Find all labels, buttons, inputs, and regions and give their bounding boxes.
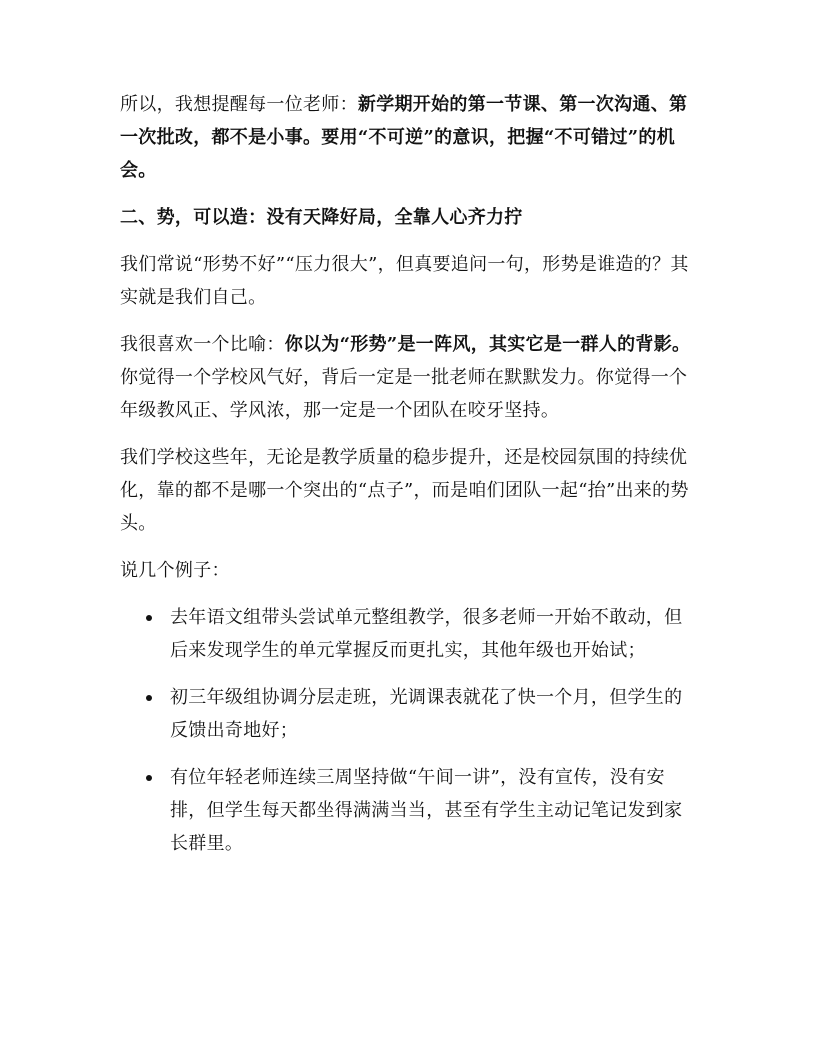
bullet-icon [146,695,152,701]
paragraph-metaphor-intro: 我很喜欢一个比喻： [120,334,285,355]
section-heading: 二、势，可以造：没有天降好局，全靠人心齐力拧 [120,207,523,228]
bullet-icon [146,775,152,781]
paragraph-reminder-emphasis: 新学期开始的第一节课、第一次沟通、第一次批改，都不是小事。要用“不可逆”的意识，把握“不可错过”的机会。 [120,94,688,181]
examples-list [120,601,700,860]
list-item [120,761,700,860]
document-page [120,88,700,874]
paragraph-reminder-intro: 所以，我想提醒每一位老师： [120,94,358,115]
list-item [120,601,700,667]
list-item-text: 有位年轻老师连续三周坚持做“午间一讲”，没有宣传，没有安排，但学生每天都坐得满满当当，甚至有学生主动记笔记发到家长群里。 [170,767,683,854]
paragraph-metaphor [120,328,700,427]
paragraph-school-progress: 我们学校这些年，无论是教学质量的稳步提升，还是校园氛围的持续优化，靠的都不是哪一个突出的“点子”，而是咱们团队一起“抬”出来的势头。 [120,447,689,534]
paragraph-metaphor-emphasis: 你以为“形势”是一阵风，其实它是一群人的背影。 [284,334,691,355]
list-item-text: 初三年级组协调分层走班，光调课表就花了快一个月，但学生的反馈出奇地好； [170,687,683,741]
paragraph-examples-intro: 说几个例子： [120,560,230,581]
bullet-icon [146,615,152,621]
list-item [120,681,700,747]
paragraph-situation: 我们常说“形势不好”“压力很大”，但真要追问一句，形势是谁造的？其实就是我们自己。 [120,254,689,308]
paragraph-reminder [120,88,700,187]
list-item-text: 去年语文组带头尝试单元整组教学，很多老师一开始不敢动，但后来发现学生的单元掌握反而更扎实，其他年级也开始试； [170,607,683,661]
paragraph-metaphor-rest: 你觉得一个学校风气好，背后一定是一批老师在默默发力。你觉得一个年级教风正、学风浓，那一定是一个团队在咬牙坚持。 [120,367,688,421]
